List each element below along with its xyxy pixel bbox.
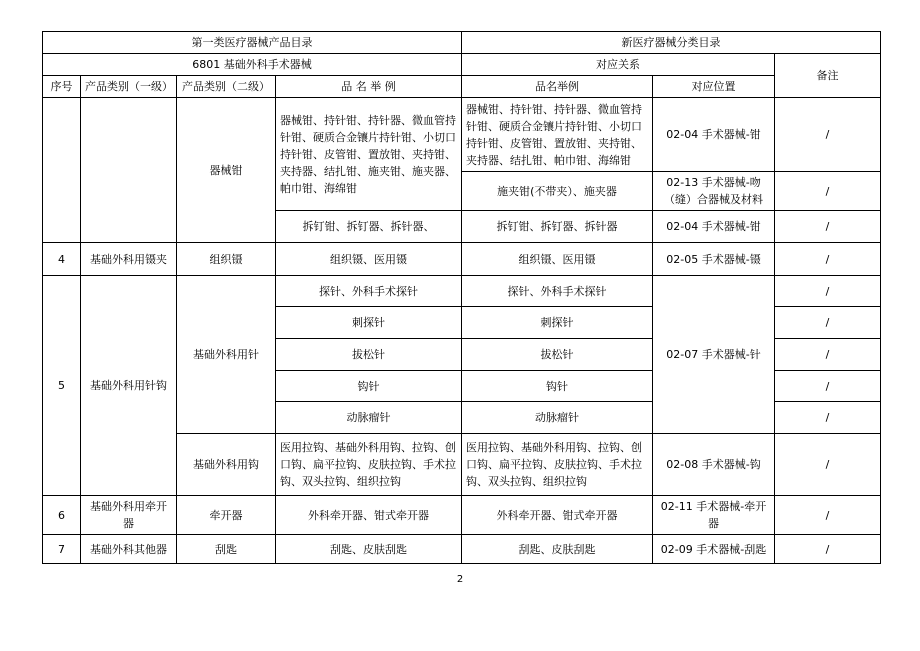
old-examples-cell: 刮匙、皮肤刮匙 xyxy=(276,535,462,564)
position-cell: 02-09 手术器械-刮匙 xyxy=(653,535,775,564)
seq-cell xyxy=(43,98,81,243)
remarks-header: 备注 xyxy=(775,54,881,98)
old-examples-cell: 医用拉钩、基础外科用钩、拉钩、创口钩、扁平拉钩、皮肤拉钩、手术拉钩、双头拉钩、组织拉钩 xyxy=(276,434,462,496)
new-examples-cell: 拔松针 xyxy=(462,339,653,371)
position-cell: 02-05 手术器械-镊 xyxy=(653,243,775,276)
table-row xyxy=(43,535,881,564)
new-examples-cell: 动脉瘤针 xyxy=(462,402,653,434)
remark-cell: / xyxy=(775,434,881,496)
new-examples-cell: 探针、外科手术探针 xyxy=(462,276,653,307)
cat2-cell: 基础外科用针 xyxy=(177,276,276,434)
catalog-mapping-table xyxy=(42,31,881,564)
position-cell: 02-07 手术器械-针 xyxy=(653,276,775,434)
table-row xyxy=(43,276,881,307)
page-number: 2 xyxy=(456,574,464,585)
remark-cell: / xyxy=(775,307,881,339)
new-catalog-title: 新医疗器械分类目录 xyxy=(462,32,881,54)
old-examples-cell: 组织镊、医用镊 xyxy=(276,243,462,276)
remark-cell: / xyxy=(775,276,881,307)
cat2-cell: 基础外科用钩 xyxy=(177,434,276,496)
position-cell: 02-04 手术器械-钳 xyxy=(653,211,775,243)
mapping-title: 对应关系 xyxy=(462,54,775,76)
cat1-cell: 基础外科用镊夹 xyxy=(81,243,177,276)
table-row xyxy=(43,98,881,172)
old-catalog-title: 第一类医疗器械产品目录 xyxy=(43,32,462,54)
new-examples-cell: 刺探针 xyxy=(462,307,653,339)
remark-cell: / xyxy=(775,98,881,172)
new-examples-cell: 组织镊、医用镊 xyxy=(462,243,653,276)
position-cell: 02-04 手术器械-钳 xyxy=(653,98,775,172)
cat1-cell: 基础外科其他器 xyxy=(81,535,177,564)
new-examples-cell: 施夹钳(不带夹）、施夹器 xyxy=(462,172,653,211)
new-examples-cell: 刮匙、皮肤刮匙 xyxy=(462,535,653,564)
position-cell: 02-13 手术器械-吻（缝）合器械及材料 xyxy=(653,172,775,211)
cat1-cell xyxy=(81,98,177,243)
new-examples-cell: 拆钉钳、拆钉器、拆针器 xyxy=(462,211,653,243)
cat1-cell: 基础外科用针钩 xyxy=(81,276,177,496)
old-examples-cell: 拆钉钳、拆钉器、拆针器、 xyxy=(276,211,462,243)
remark-cell: / xyxy=(775,339,881,371)
cat2-cell: 牵开器 xyxy=(177,496,276,535)
new-examples-cell: 钩针 xyxy=(462,371,653,402)
old-examples-cell: 动脉瘤针 xyxy=(276,402,462,434)
seq-cell: 7 xyxy=(43,535,81,564)
cat1-cell: 基础外科用牵开器 xyxy=(81,496,177,535)
old-examples-cell: 器械钳、持针钳、持针器、微血管持针钳、硬质合金镶片持针钳、小切口持针钳、皮管钳、置放钳、夹持钳、夹持器、结扎钳、施夹钳、施夹器、帕巾钳、海绵钳 xyxy=(276,98,462,211)
remark-cell: / xyxy=(775,535,881,564)
remark-cell: / xyxy=(775,243,881,276)
table-row xyxy=(43,496,881,535)
new-examples-cell: 外科牵开器、钳式牵开器 xyxy=(462,496,653,535)
position-cell: 02-11 手术器械-牵开器 xyxy=(653,496,775,535)
cat2-cell: 器械钳 xyxy=(177,98,276,243)
seq-header: 序号 xyxy=(43,76,81,98)
position-header: 对应位置 xyxy=(653,76,775,98)
new-examples-cell: 医用拉钩、基础外科用钩、拉钩、创口钩、扁平拉钩、皮肤拉钩、手术拉钩、双头拉钩、组织拉钩 xyxy=(462,434,653,496)
remark-cell: / xyxy=(775,402,881,434)
new-examples-header: 品名举例 xyxy=(462,76,653,98)
cat2-header: 产品类别（二级） xyxy=(177,76,276,98)
table-row xyxy=(43,243,881,276)
cat1-header: 产品类别（一级） xyxy=(81,76,177,98)
old-examples-cell: 刺探针 xyxy=(276,307,462,339)
old-examples-cell: 钩针 xyxy=(276,371,462,402)
seq-cell: 4 xyxy=(43,243,81,276)
cat2-cell: 组织镊 xyxy=(177,243,276,276)
cat2-cell: 刮匙 xyxy=(177,535,276,564)
position-cell: 02-08 手术器械-钩 xyxy=(653,434,775,496)
remark-cell: / xyxy=(775,371,881,402)
old-examples-cell: 探针、外科手术探针 xyxy=(276,276,462,307)
category-code-title: 6801 基础外科手术器械 xyxy=(43,54,462,76)
remark-cell: / xyxy=(775,496,881,535)
old-examples-cell: 外科牵开器、钳式牵开器 xyxy=(276,496,462,535)
seq-cell: 6 xyxy=(43,496,81,535)
remark-cell: / xyxy=(775,211,881,243)
old-examples-cell: 拔松针 xyxy=(276,339,462,371)
old-examples-header: 品 名 举 例 xyxy=(276,76,462,98)
seq-cell: 5 xyxy=(43,276,81,496)
remark-cell: / xyxy=(775,172,881,211)
new-examples-cell: 器械钳、持针钳、持针器、微血管持针钳、硬质合金镶片持针钳、小切口持针钳、皮管钳、置放钳、夹持钳、夹持器、结扎钳、帕巾钳、海绵钳 xyxy=(462,98,653,172)
